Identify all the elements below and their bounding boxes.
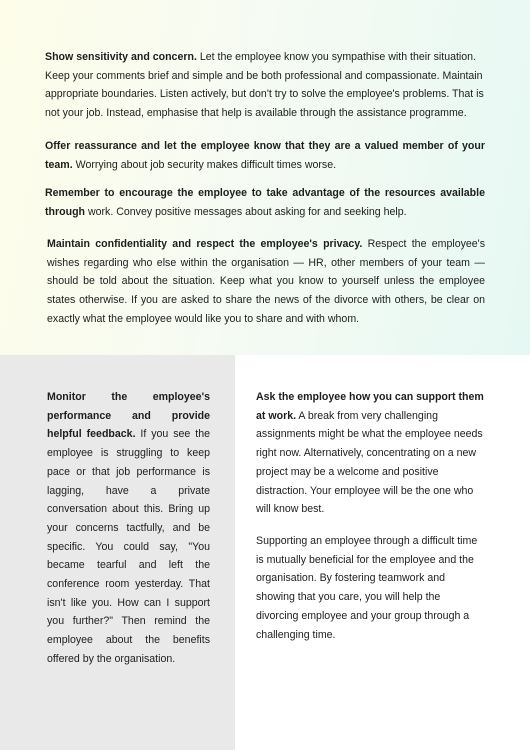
paragraph-lead: Monitor the employee's performance and provide helpful feedback. <box>47 391 210 441</box>
paragraph-body: Worrying about job security makes difficult times worse. <box>72 158 337 171</box>
paragraph-mutual-benefit <box>256 532 485 644</box>
paragraph-body: Respect the employee's wishes regarding who else within the organisation — HR, other members of your team — should be told about the situation. Keep what you know to yourself unless the employee states otherwise. If you are asked to share the news of the divorce with others, be clear on exactly what the employee would like you to share and with whom. <box>47 238 485 325</box>
paragraph-lead: Remember to encourage the employee to take advantage of the resources available through <box>45 187 485 218</box>
paragraph-monitor-performance <box>47 388 210 669</box>
paragraph-body: Supporting an employee through a difficult time is mutually beneficial for the employee and the organisation. By fostering teamwork and showing that you care, you will help the divorcing employee and your group through a challenging time. <box>256 535 478 641</box>
paragraph-lead: Ask the employee how you can support them at work. <box>256 391 484 422</box>
paragraph-lead: Offer reassurance and let the employee know that they are a valued member of your team. <box>45 140 485 171</box>
paragraph-resources <box>45 184 485 221</box>
paragraph-body: A break from very challenging assignments might be what the employee needs right now. Alternatively, concentrating on a new project may be a welcome and positive distraction. Your employee will be the one who will know best. <box>256 409 483 516</box>
paragraph-reassurance <box>45 137 485 174</box>
paragraph-body: Let the employee know you sympathise with their situation. Keep your comments brief and simple and be both professional and compassionate. Maintain appropriate boundaries. Listen actively, but don't try to solve the employee's problems. That is not your job. Instead, emphasise that help is available through the assistance programme. <box>45 51 484 120</box>
paragraph-lead: Maintain confidentiality and respect the employee's privacy. <box>47 238 363 250</box>
paragraph-lead: Show sensitivity and concern. <box>45 51 197 63</box>
paragraph-confidentiality <box>47 235 485 329</box>
paragraph-ask-support <box>256 388 485 519</box>
paragraph-body: work. Convey positive messages about asking for and seeking help. <box>85 205 407 218</box>
paragraph-sensitivity <box>45 48 485 123</box>
paragraph-body: If you see the employee is struggling to keep pace or that job performance is lagging, have a private conversation about this. Bring up your concerns tactfully, and be specific. You could say, "You became tearful and left the conference room yesterday. That isn't like you. How can I support you further?" Then remind the employee about the benefits offered by the organisation. <box>47 428 210 665</box>
